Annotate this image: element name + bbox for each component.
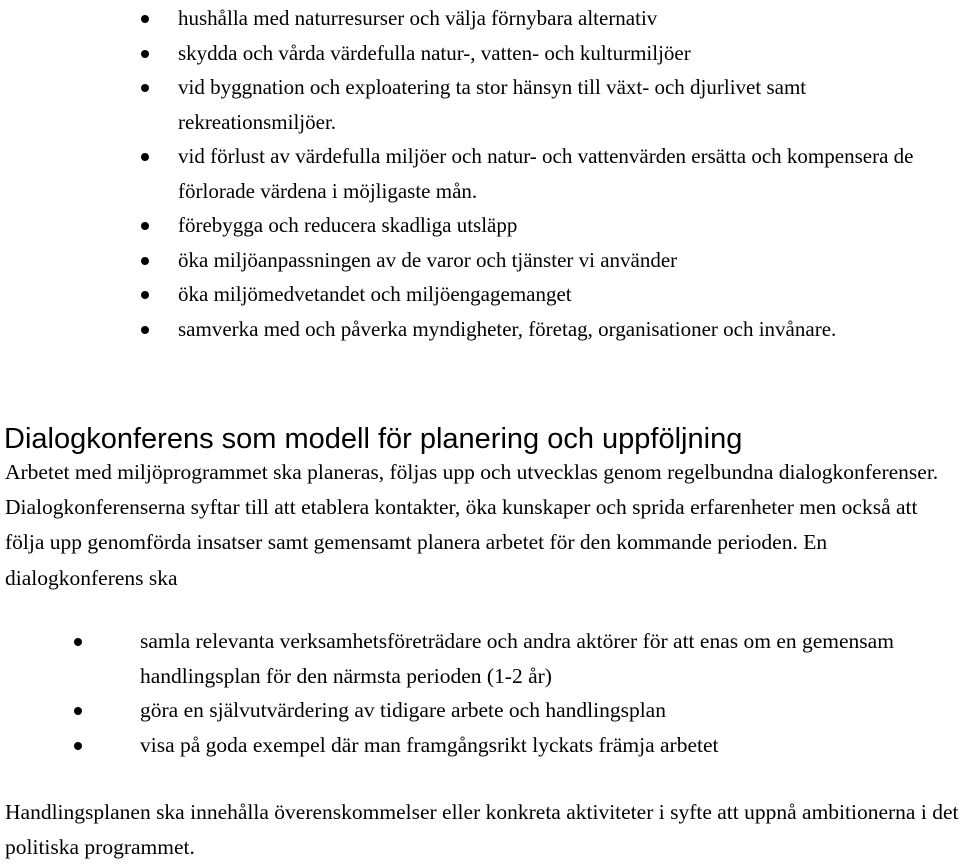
closing-paragraph: Handlingsplanen ska innehålla överenskommelser eller konkreta aktiviteter i syfte att uppnå ambitionerna i det politiska programmet.	[5, 800, 959, 859]
bullet-icon	[74, 638, 82, 646]
list-item	[178, 312, 958, 347]
list-item-text: skydda och vårda värdefulla natur-, vatten- och kulturmiljöer	[178, 40, 691, 65]
bullet-icon	[141, 50, 149, 58]
list-item	[178, 277, 958, 312]
list-item	[140, 624, 950, 693]
list-item	[178, 243, 958, 278]
list-item-text: göra en självutvärdering av tidigare arbete och handlingsplan	[140, 698, 666, 722]
list-item	[140, 693, 950, 728]
list-item	[178, 139, 958, 208]
list-item-text: samla relevanta verksamhetsföreträdare och andra aktörer för att enas om en gemensam handlingsplan för den närmsta perioden (1-2 år)	[140, 629, 894, 688]
bullet-icon	[141, 84, 149, 92]
list-item-text: förebygga och reducera skadliga utsläpp	[178, 213, 518, 237]
body-paragraph: Arbetet med miljöprogrammet ska planeras, följas upp och utvecklas genom regelbundna dialogkonferenser. Dialogkonferenserna syftar till att etablera kontakter, öka kunskaper och sprida erfarenheter men också att följa upp genomförda insatser samt gemensamt planera arbetet för den kommande perioden. En dialogkonferens ska	[5, 460, 939, 590]
list-item	[178, 70, 958, 139]
list-item-text: vid byggnation och exploatering ta stor hänsyn till växt- och djurlivet samt rekreationsmiljöer.	[178, 75, 807, 134]
list-item-text: samverka med och påverka myndigheter, företag, organisationer och invånare.	[178, 316, 837, 341]
goals-bullet-list	[178, 1, 958, 346]
list-item	[178, 1, 958, 36]
list-item-text: öka miljöanpassningen av de varor och tjänster vi använder	[178, 247, 678, 272]
section-heading: Dialogkonferens som modell för planering och uppföljning	[4, 423, 743, 455]
list-item	[140, 728, 950, 763]
bullet-icon	[74, 742, 82, 750]
bullet-icon	[141, 153, 149, 161]
bullet-icon	[141, 15, 149, 23]
list-item-text: öka miljömedvetandet och miljöengagemanget	[178, 282, 572, 306]
list-item-text: hushålla med naturresurser och välja förnybara alternativ	[178, 6, 658, 30]
bullet-icon	[74, 707, 82, 715]
conference-bullet-list	[140, 624, 950, 762]
list-item	[178, 208, 958, 243]
list-item	[178, 36, 958, 71]
list-item-text: visa på goda exempel där man framgångsrikt lyckats främja arbetet	[140, 732, 719, 757]
bullet-icon	[141, 222, 149, 230]
bullet-icon	[141, 257, 149, 265]
bullet-icon	[141, 326, 149, 334]
list-item-text: vid förlust av värdefulla miljöer och natur- och vattenvärden ersätta och kompensera de förlorade värdena i möjligaste mån.	[178, 144, 914, 203]
bullet-icon	[141, 291, 149, 299]
